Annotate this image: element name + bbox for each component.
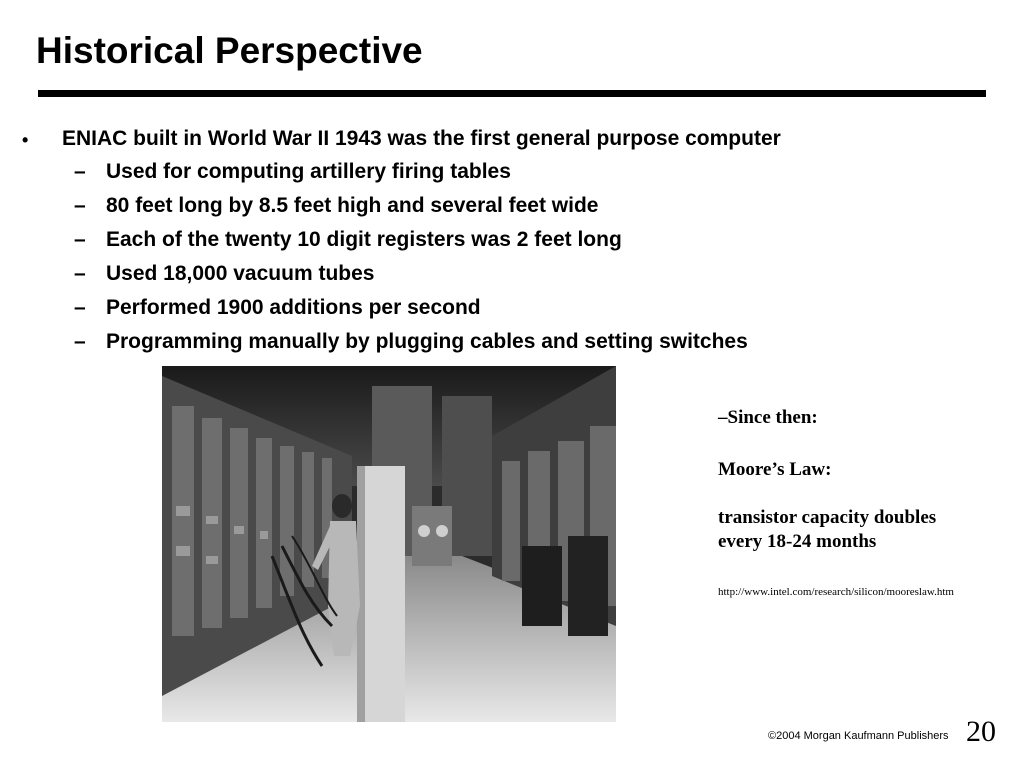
dash-marker: – xyxy=(74,194,86,217)
bullet-list xyxy=(22,127,1002,364)
eniac-photo-illustration xyxy=(162,366,616,722)
moores-law-text: Moore’s Law: xyxy=(718,459,832,480)
transistor-capacity-text: transistor capacity doubles xyxy=(718,507,937,528)
eniac-photo xyxy=(162,366,616,722)
slide-title: Historical Perspective xyxy=(36,30,423,71)
doubling-period-text: every 18-24 months xyxy=(718,531,877,552)
sub-bullet-text: Used for computing artillery firing tables xyxy=(106,160,511,183)
sub-bullet xyxy=(22,194,1002,228)
sub-bullet xyxy=(22,296,1002,330)
dash-marker: – xyxy=(74,262,86,285)
dash-marker: – xyxy=(74,296,86,319)
sub-bullet-text: Performed 1900 additions per second xyxy=(106,296,481,319)
sub-bullet-text: Programming manually by plugging cables and setting switches xyxy=(106,330,748,353)
sub-bullet xyxy=(22,228,1002,262)
sub-bullet-text: Used 18,000 vacuum tubes xyxy=(106,262,375,285)
dash-marker: – xyxy=(74,228,86,251)
sub-bullet xyxy=(22,330,1002,364)
intel-link[interactable]: http://www.intel.com/research/silicon/mooreslaw.htm xyxy=(718,586,954,598)
sub-bullet xyxy=(22,160,1002,194)
title-rule xyxy=(38,90,986,97)
main-bullet xyxy=(22,127,1002,160)
bullet-text: ENIAC built in World War II 1943 was the first general purpose computer xyxy=(62,127,781,150)
sub-bullet-text: 80 feet long by 8.5 feet high and several feet wide xyxy=(106,194,599,217)
sub-bullet-text: Each of the twenty 10 digit registers was 2 feet long xyxy=(106,228,622,251)
page-number: 20 xyxy=(966,715,996,748)
bullet-marker: • xyxy=(22,130,29,150)
copyright-footer: ©2004 Morgan Kaufmann Publishers xyxy=(768,730,949,742)
sub-bullet xyxy=(22,262,1002,296)
dash-marker: – xyxy=(74,160,86,183)
dash-marker: – xyxy=(74,330,86,353)
since-then-text: –Since then: xyxy=(718,407,818,428)
